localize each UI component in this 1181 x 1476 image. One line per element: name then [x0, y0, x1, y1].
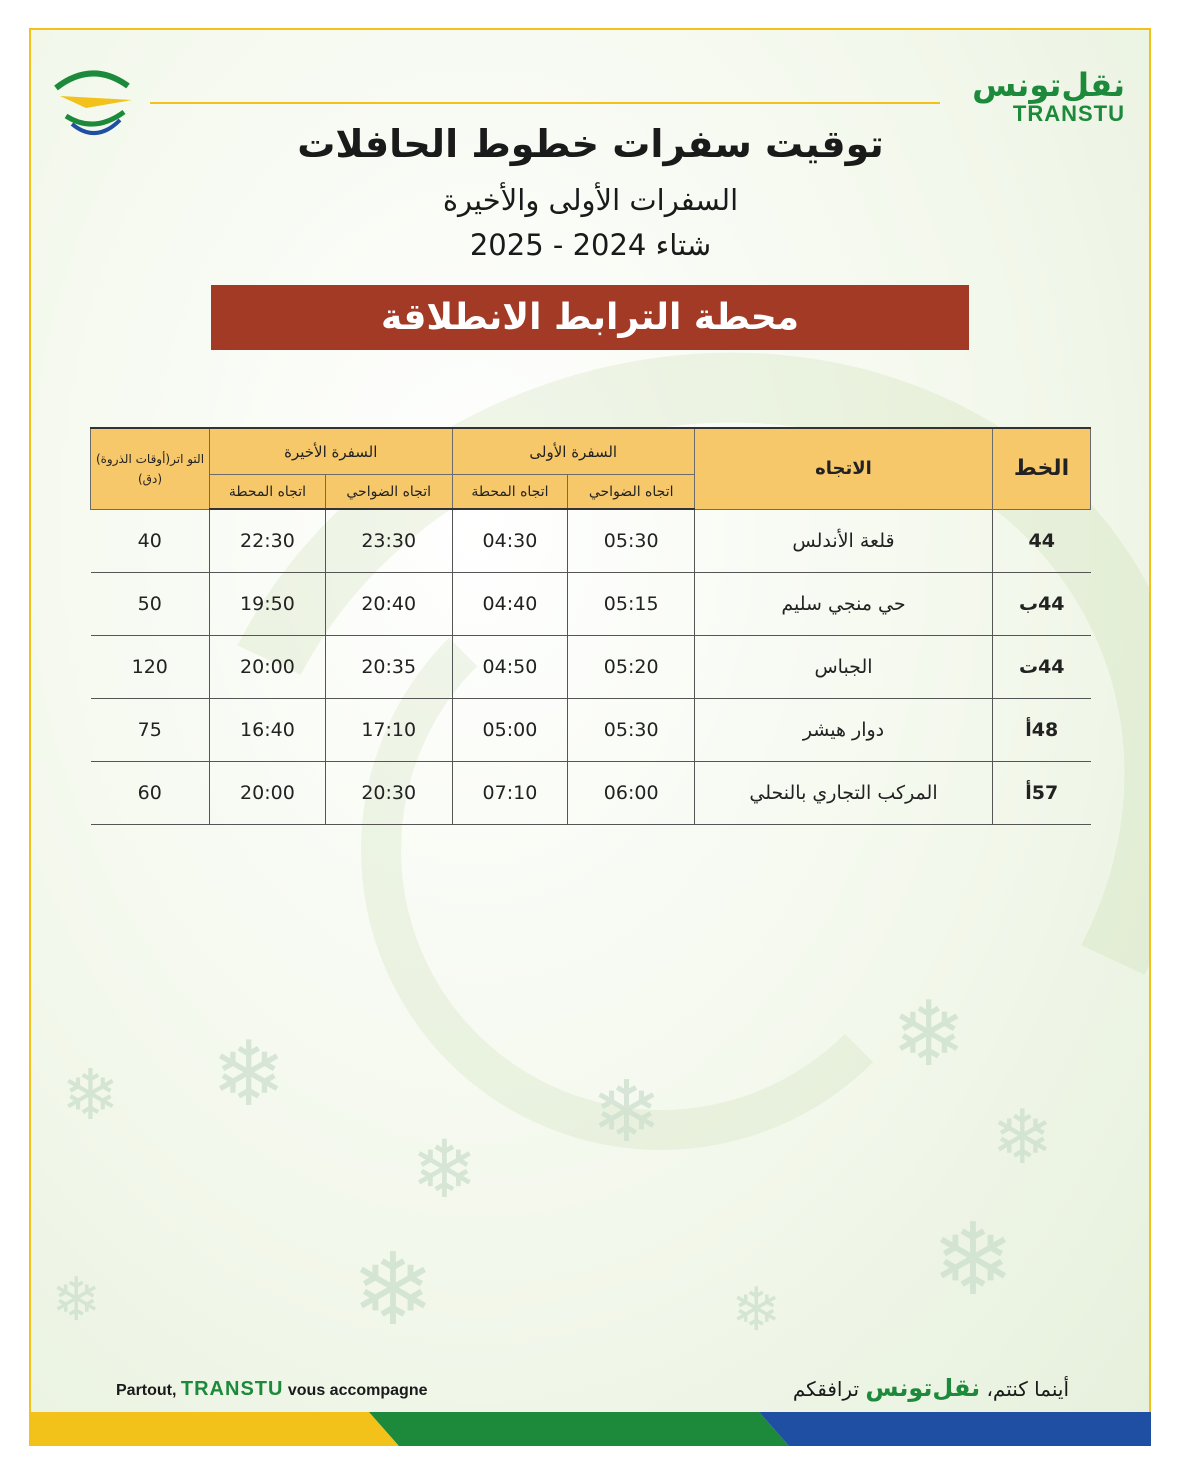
schedule-table — [90, 427, 1091, 825]
direction-name: قلعة الأندلس — [695, 509, 993, 573]
slogan-arabic-before: أينما كنتم، — [980, 1377, 1069, 1401]
first-trip-suburbs: 05:30 — [568, 699, 695, 762]
direction-name: حي منجي سليم — [695, 573, 993, 636]
first-trip-suburbs: 05:20 — [568, 636, 695, 699]
snowflake-icon: ❄ — [731, 1275, 782, 1345]
last-trip-suburbs: 17:10 — [325, 699, 452, 762]
header-direction: الاتجاه — [695, 428, 993, 509]
last-trip-suburbs: 23:30 — [325, 509, 452, 573]
table-row — [91, 636, 1091, 699]
last-trip-station: 16:40 — [210, 699, 326, 762]
brand-logo — [972, 68, 1125, 126]
page-subtitle: السفرات الأولى والأخيرة — [442, 183, 739, 217]
direction-name: المركب التجاري بالنحلي — [695, 762, 993, 825]
header-first-to-suburbs: اتجاه الضواحي — [568, 475, 695, 510]
last-trip-station: 20:00 — [210, 762, 326, 825]
snowflake-icon: ❄ — [411, 1123, 479, 1216]
slogan-french — [116, 1378, 427, 1401]
table-row — [91, 699, 1091, 762]
first-trip-station: 04:50 — [452, 636, 568, 699]
table-row — [91, 573, 1091, 636]
slogan-arabic-after: ترافقكم — [792, 1377, 866, 1401]
first-trip-station: 04:30 — [452, 509, 568, 573]
brand-name-latin: TRANSTU — [1012, 101, 1125, 126]
snowflake-icon: ❄ — [891, 982, 967, 1087]
first-trip-station: 04:40 — [452, 573, 568, 636]
last-trip-station: 22:30 — [210, 509, 326, 573]
snowflake-icon: ❄ — [591, 1063, 663, 1162]
header-rule — [150, 102, 940, 104]
direction-name: الجباس — [695, 636, 993, 699]
last-trip-station: 19:50 — [210, 573, 326, 636]
header-first-to-station: اتجاه المحطة — [452, 475, 568, 510]
slogan-french-brand: TRANSTU — [180, 1378, 284, 1400]
header-last-to-station: اتجاه المحطة — [210, 475, 326, 510]
peak-frequency: 120 — [91, 636, 210, 699]
station-name-banner: محطة الترابط الانطلاقة — [211, 285, 969, 350]
page-title: توقيت سفرات خطوط الحافلات — [297, 122, 884, 166]
snowflake-icon: ❄ — [51, 1265, 102, 1335]
line-number: 44ت — [993, 636, 1091, 699]
peak-frequency: 75 — [91, 699, 210, 762]
snowflake-icon: ❄ — [61, 1054, 120, 1136]
header-frequency: التو اتر(أوقات الذروة) (دق) — [91, 428, 210, 509]
header-last-trip: السفرة الأخيرة — [210, 428, 453, 475]
last-trip-suburbs: 20:35 — [325, 636, 452, 699]
snowflake-icon: ❄ — [211, 1022, 287, 1127]
slogan-arabic — [793, 1374, 1069, 1402]
line-number: 44 — [993, 509, 1091, 573]
line-number: 44ب — [993, 573, 1091, 636]
footer-color-stripes — [29, 1412, 1151, 1446]
table-row — [91, 762, 1091, 825]
first-trip-suburbs: 05:15 — [568, 573, 695, 636]
first-trip-suburbs: 06:00 — [568, 762, 695, 825]
first-trip-station: 07:10 — [452, 762, 568, 825]
first-trip-suburbs: 05:30 — [568, 509, 695, 573]
snowflake-icon: ❄ — [991, 1093, 1054, 1181]
line-number: 57أ — [993, 762, 1091, 825]
line-number: 48أ — [993, 699, 1091, 762]
season-label: شتاء 2024 - 2025 — [469, 228, 712, 262]
header-line: الخط — [993, 428, 1091, 509]
peak-frequency: 60 — [91, 762, 210, 825]
snowflake-icon: ❄ — [351, 1231, 435, 1348]
snowflake-icon: ❄ — [931, 1201, 1015, 1318]
slogan-french-after: vous accompagne — [283, 1382, 428, 1399]
peak-frequency: 50 — [91, 573, 210, 636]
header-last-to-suburbs: اتجاه الضواحي — [325, 475, 452, 510]
direction-name: دوار هيشر — [695, 699, 993, 762]
slogan-french-before: Partout, — [116, 1382, 181, 1399]
header-first-trip: السفرة الأولى — [452, 428, 694, 475]
last-trip-suburbs: 20:30 — [325, 762, 452, 825]
first-trip-station: 05:00 — [452, 699, 568, 762]
peak-frequency: 40 — [91, 509, 210, 573]
brand-name-arabic: نقل‌تونس — [972, 66, 1125, 104]
last-trip-suburbs: 20:40 — [325, 573, 452, 636]
table-row — [91, 509, 1091, 573]
slogan-arabic-brand: نقل‌تونس — [865, 1374, 981, 1402]
last-trip-station: 20:00 — [210, 636, 326, 699]
